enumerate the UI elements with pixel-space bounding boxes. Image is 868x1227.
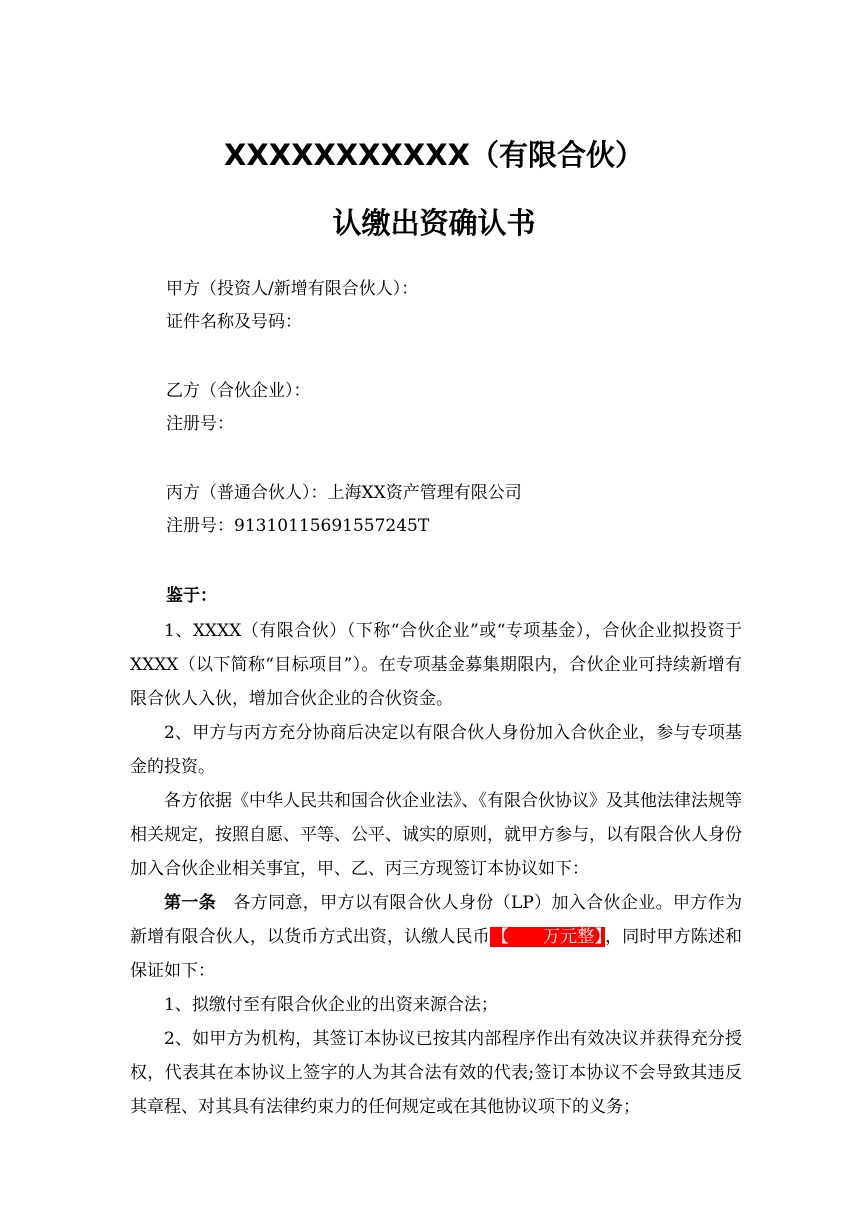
article-1-item-1: 1、拟缴付至有限合伙企业的出资来源合法； (164, 995, 498, 1015)
party-b-label: 乙方（合伙企业）： (166, 381, 311, 401)
article-1-label: 第一条 (164, 893, 217, 913)
whereas-heading: 鉴于： (166, 586, 217, 606)
whereas-item-3: 各方依据《中华人民共和国合伙企业法》、《有限合伙协议》及其他法律法规等相关规定，按照自愿、平等、公平、诚实的原则，就甲方参与，以有限合伙人身份加入合伙企业相关事宜，甲、乙、丙三方现签订本协议如下： (130, 791, 742, 879)
document-title: XXXXXXXXXXX（有限合伙） (224, 138, 644, 172)
whereas-item-2: 2、甲方与丙方充分协商后决定以有限合伙人身份加入合伙企业，参与专项基金的投资。 (130, 723, 742, 777)
party-a-id-label: 证件名称及号码： (166, 312, 302, 332)
article-1-text-after: ，同时甲方陈述和保证如下： (130, 927, 743, 981)
party-c-label: 丙方（普通合伙人）：上海XX资产管理有限公司 (166, 483, 522, 503)
party-b-reg-label: 注册号： (166, 414, 234, 434)
amount-unit: 万元整】 (542, 927, 604, 947)
subscription-amount-highlight (490, 927, 605, 947)
article-1-text-before: 各方同意，甲方以有限合伙人身份（LP）加入合伙企业。甲方作为新增有限合伙人，以货币方式出资，认缴人民币 (130, 893, 743, 947)
article-1-item-2: 2、如甲方为机构，其签订本协议已按其内部程序作出有效决议并获得充分授权，代表其在本协议上签字的人为其合法有效的代表;签订本协议不会导致其违反其章程、对其具有法律约束力的任何规定或在其他协议项下的义务； (130, 1029, 742, 1117)
document-subtitle: 认缴出资确认书 (332, 206, 536, 240)
party-a-label: 甲方（投资人/新增有限合伙人）： (166, 279, 419, 299)
party-c-reg-label: 注册号：91310115691557245T (166, 516, 430, 536)
article-1 (130, 886, 742, 988)
amount-bracket-open: 【 (491, 927, 509, 947)
whereas-item-1: 1、XXXX（有限合伙）（下称“合伙企业”或“专项基金），合伙企业拟投资于XXXX（以下简称“目标项目”）。在专项基金募集期限内，合伙企业可持续新增有限合伙人入伙，增加合伙企业的合伙资金。 (130, 621, 742, 709)
